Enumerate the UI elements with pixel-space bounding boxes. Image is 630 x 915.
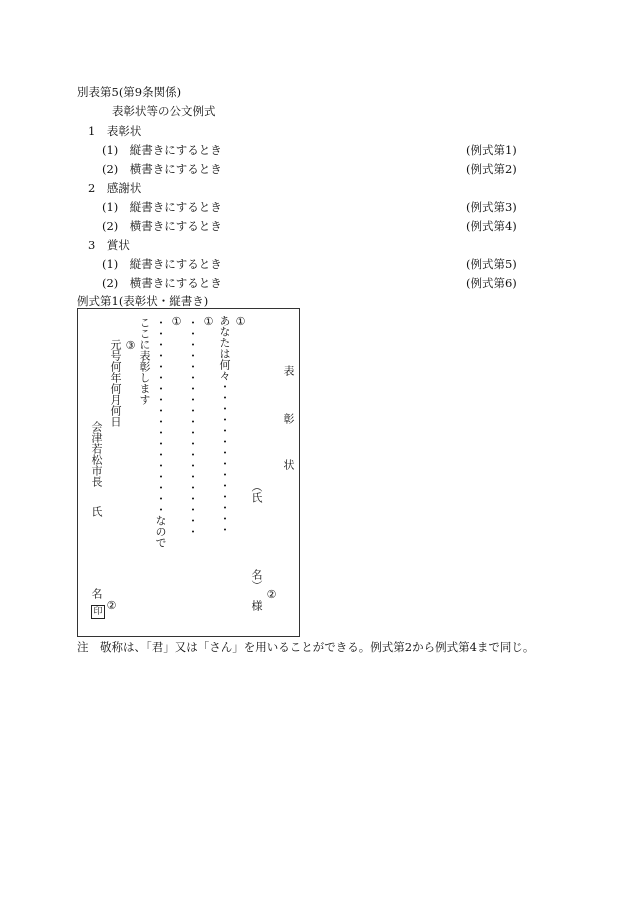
list-item-ref: (例式第4) [466,219,517,233]
body-line-marker: ① [170,315,183,328]
example-caption: 例式第1(表彰状・縦書き) [77,294,209,308]
seal-box [91,605,105,619]
body-line-marker: ① [202,315,215,328]
issue-date: 元号何年何月何日 [109,339,122,427]
list-item-ref: (例式第2) [466,162,517,176]
recipient-name-close: 名︶ [250,569,263,591]
honorific: 様 [250,600,263,611]
list-item-ref: (例式第3) [466,200,517,214]
list-item-label: (2) 横書きにするとき [102,162,222,176]
section-title-appreciation: 2 感謝状 [88,181,142,195]
list-item-ref: (例式第5) [466,257,517,271]
list-item-label: (1) 縦書きにするとき [102,200,222,214]
list-item-label: (1) 縦書きにするとき [102,257,222,271]
certificate-title-char: 彰 [282,413,295,424]
section-title-commendation: 1 表彰状 [88,124,142,138]
appendix-heading: 別表第5(第9条関係) [77,85,182,99]
seal-icon: 印 [93,607,103,617]
body-closing-line: ここに表彰します [138,317,151,405]
honorific-marker: ② [265,588,278,601]
section-title-award: 3 賞状 [88,238,130,252]
issuer-name-part: 氏 [90,506,103,517]
list-item-label: (1) 縦書きにするとき [102,143,222,157]
body-line: あなたは何々・・・・・・・・・・・・・・ [218,315,231,535]
list-item-ref: (例式第1) [466,143,517,157]
document-subheading: 表彰状等の公文例式 [112,104,216,118]
certificate-example-frame [77,308,300,637]
recipient-name-open: ︵氏 [250,481,263,503]
list-item-label: (2) 横書きにするとき [102,219,222,233]
certificate-title-char: 表 [282,365,295,376]
issuer-title: 会津若松市長 [90,421,103,487]
date-marker: ③ [124,339,137,352]
list-item-ref: (例式第6) [466,276,517,290]
issuer-name-part: 名 [90,588,103,599]
body-line-marker: ① [234,315,247,328]
certificate-title-char: 状 [282,459,295,470]
list-item-label: (2) 横書きにするとき [102,276,222,290]
body-line: ・・・・・・・・・・・・・・・・・・・・ [186,317,199,537]
footnote: 注 敬称は、「君」又は「さん」を用いることができる。例式第2から例式第4まで同じ。 [77,640,535,654]
body-line: ・・・・・・・・・・・・・・・・・・なので [154,317,167,548]
issuer-marker: ② [105,599,118,612]
